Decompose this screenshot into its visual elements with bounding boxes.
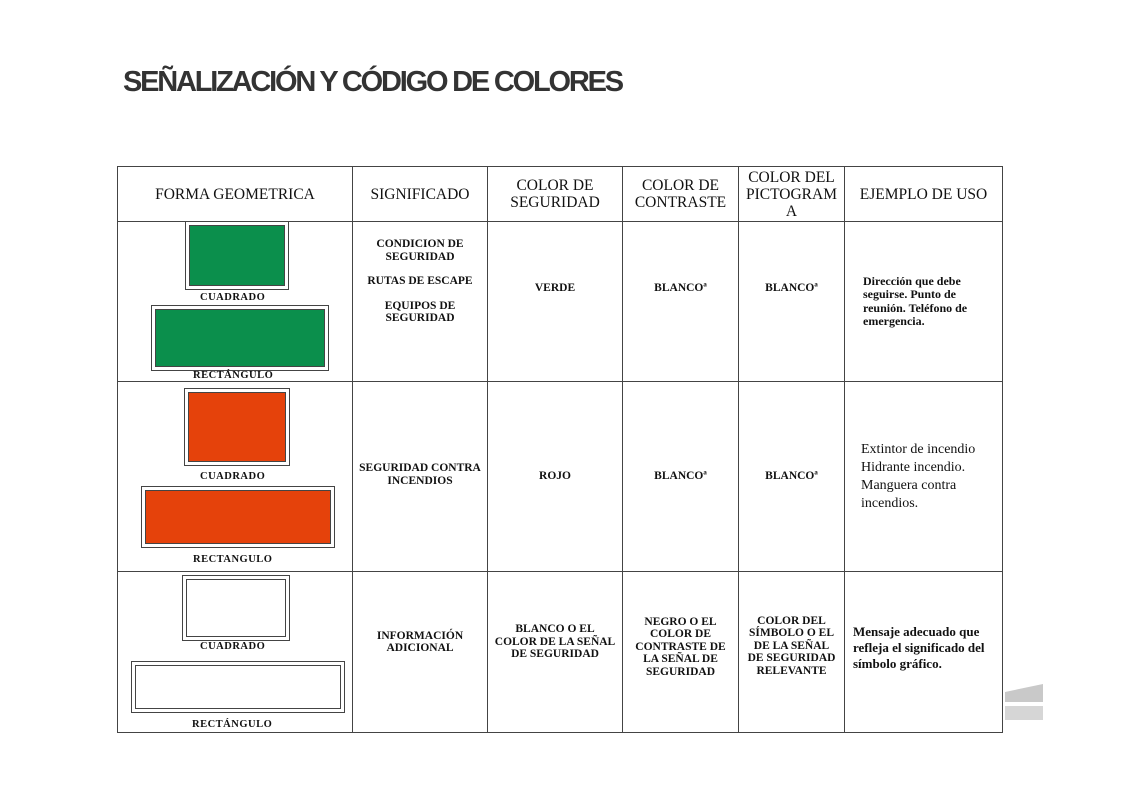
pictogram-color-cell: BLANCOª [739, 222, 845, 382]
meaning-cell [353, 382, 488, 572]
header-significado: SIGNIFICADO [353, 167, 488, 222]
corner-decoration-icon [1005, 684, 1043, 720]
green-rectangle-shape [151, 305, 329, 371]
header-color-contraste: COLOR DE CONTRASTE [623, 167, 739, 222]
table-row [118, 382, 1003, 572]
header-color-pictograma: COLOR DEL PICTOGRAM A [739, 167, 845, 222]
contrast-color-cell: BLANCOª [623, 382, 739, 572]
example-cell: Dirección que debe seguirse. Punto de reunión. Teléfono de emergencia. [845, 222, 1003, 382]
square-label: CUADRADO [200, 641, 266, 652]
green-rectangle-fill [155, 309, 325, 367]
meaning-line: EQUIPOS DE SEGURIDAD [384, 299, 456, 324]
white-rectangle-fill [135, 665, 341, 709]
safety-color-cell: ROJO [488, 382, 623, 572]
green-square-fill [189, 225, 285, 286]
red-square-fill [188, 392, 286, 462]
rectangle-label: RECTÁNGULO [192, 719, 273, 730]
header-color-seguridad: COLOR DE SEGURIDAD [488, 167, 623, 222]
square-label: CUADRADO [200, 292, 266, 303]
contrast-color-cell: NEGRO O EL COLOR DE CONTRASTE DE LA SEÑAL DE SEGURIDAD [623, 572, 739, 733]
example-cell: Mensaje adecuado que refleja el significado del símbolo gráfico. [845, 572, 1003, 733]
contrast-color-cell: BLANCOª [623, 222, 739, 382]
green-square-shape [185, 222, 289, 290]
rectangle-label: RECTANGULO [193, 554, 273, 565]
table-row [118, 572, 1003, 733]
pictogram-color-cell: COLOR DEL SÍMBOLO O EL DE LA SEÑAL DE SEGURIDAD RELEVANTE [739, 572, 845, 733]
red-rectangle-fill [145, 490, 331, 544]
meaning-line: INFORMACIÓN ADICIONAL [376, 629, 464, 654]
table-header-row [118, 167, 1003, 222]
red-rectangle-shape [141, 486, 335, 548]
red-square-shape [184, 388, 290, 466]
meaning-line: CONDICION DE SEGURIDAD [376, 238, 464, 263]
pictogram-color-cell: BLANCOª [739, 382, 845, 572]
white-square-shape [182, 575, 290, 641]
table-row [118, 222, 1003, 382]
safety-color-cell: VERDE [488, 222, 623, 382]
header-forma: FORMA GEOMETRICA [118, 167, 353, 222]
page-title: SEÑALIZACIÓN Y CÓDIGO DE COLORES [123, 66, 622, 98]
meaning-cell [353, 572, 488, 733]
example-cell: Extintor de incendio Hidrante incendio. Manguera contra incendios. [845, 382, 1003, 572]
safety-color-cell: BLANCO O EL COLOR DE LA SEÑAL DE SEGURIDAD [488, 572, 623, 733]
meaning-line: SEGURIDAD CONTRA INCENDIOS [359, 462, 481, 487]
shape-cell [118, 572, 353, 733]
shape-cell [118, 222, 353, 382]
rectangle-label: RECTÁNGULO [193, 370, 274, 381]
square-label: CUADRADO [200, 471, 266, 482]
color-code-table [117, 166, 1002, 732]
meaning-line: RUTAS DE ESCAPE [367, 275, 473, 287]
meaning-cell [353, 222, 488, 382]
white-square-fill [186, 579, 286, 637]
white-rectangle-shape [131, 661, 345, 713]
header-ejemplo: EJEMPLO DE USO [845, 167, 1003, 222]
shape-cell [118, 382, 353, 572]
